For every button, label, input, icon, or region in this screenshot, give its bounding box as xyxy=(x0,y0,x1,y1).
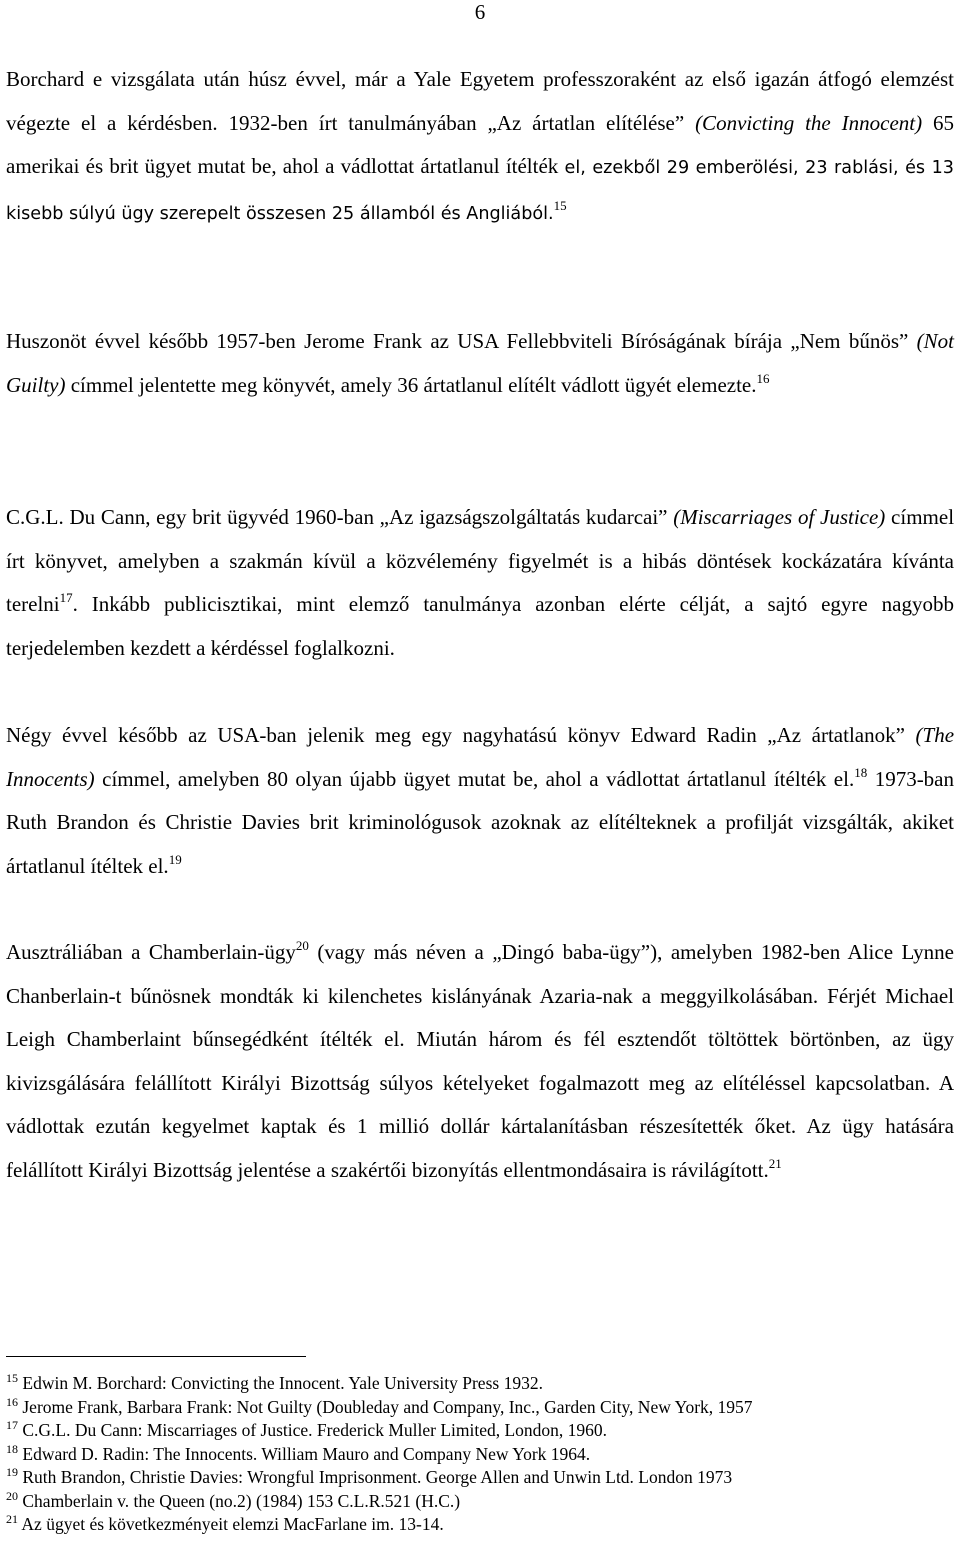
paragraph-text: címmel, amelyben 80 olyan újabb ügyet mutat be, ahol a vádlottat ártatlanul ítélték el. xyxy=(102,766,855,791)
footnotes-list xyxy=(6,1372,954,1537)
footnote-ref-21: 21 xyxy=(768,1155,782,1171)
footnote-item xyxy=(6,1443,954,1467)
paragraph-text: Négy évvel később az USA-ban jelenik meg egy nagyhatású könyv Edward Radin „Az ártatlanok” xyxy=(6,723,905,747)
book-title-not-guilty: (Not Guilty) xyxy=(6,329,954,397)
footnote-text: Edward D. Radin: The Innocents. William Mauro and Company New York 1964. xyxy=(22,1443,591,1464)
paragraph-borchard xyxy=(6,58,954,236)
paragraph-text: (vagy más néven a „Dingó baba-ügy”), amelyben 1982-ben Alice Lynne Chanberlain-t bűnösnek mondták ki kilenchetes kislányának Azaria-nak a meggyilkolásában. Férjét Michael Leigh Chamberlaint bűnsegédként ítélték el. Miután három és fél esztendőt töltöttek börtönben, az ügy kivizsgálására felállított Királyi Bizottság súlyos kételyeket fogalmazott meg az elítéléssel kapcsolatban. A vádlottak ezután kegyelmet kaptak és 1 millió dollár kártalanításban részesítették őket. Az ügy hatására felállított Királyi Bizottság jelentése a szakértői bizonyítás ellentmondásaira is rávilágított. xyxy=(6,940,954,1182)
book-title-convicting-the-innocent: (Convicting the Innocent) xyxy=(695,110,923,135)
footnote-number: 21 xyxy=(6,1512,18,1526)
footnote-number: 15 xyxy=(6,1371,18,1385)
footnote-ref-17: 17 xyxy=(59,590,73,605)
footnote-item xyxy=(6,1466,954,1490)
footnote-number: 20 xyxy=(6,1488,18,1503)
footnote-number: 17 xyxy=(6,1418,18,1432)
footnote-text: Edwin M. Borchard: Convicting the Innocent. Yale University Press 1932. xyxy=(22,1373,543,1393)
footnote-text: Az ügyet és következményeit elemzi MacFarlane im. 13-14. xyxy=(21,1514,444,1534)
footnote-ref-15: 15 xyxy=(553,197,567,213)
footnote-text: Chamberlain v. the Queen (no.2) (1984) 153 C.L.R.521 (H.C.) xyxy=(22,1490,461,1511)
footnote-item xyxy=(6,1513,954,1537)
paragraph-text: Huszonöt évvel később 1957-ben Jerome Frank az USA Fellebbviteli Bíróságának bírája „Nem bűnös” xyxy=(6,329,909,353)
paragraph-text: C.G.L. Du Cann, egy brit ügyvéd 1960-ban „Az igazságszolgáltatás kudarcai” xyxy=(6,505,668,529)
footnote-text: Ruth Brandon, Christie Davies: Wrongful Imprisonment. George Allen and Unwin Ltd. London 1973 xyxy=(22,1467,733,1487)
paragraph-text: Borchard e vizsgálata után húsz évvel, már a Yale Egyetem professzoraként az első igazán átfogó elemzést végezte el a kérdésben. 1932-ben írt tanulmányában „Az ártatlan elítélése” xyxy=(6,67,954,135)
book-title-the-innocents: (The Innocents) xyxy=(6,723,955,791)
footnote-text: C.G.L. Du Cann: Miscarriages of Justice. Frederick Muller Limited, London, 1960. xyxy=(22,1420,608,1440)
page-number: 6 xyxy=(474,0,486,24)
footnote-ref-18: 18 xyxy=(854,764,868,780)
paragraph-chamberlain xyxy=(6,931,954,1192)
footnote-ref-16: 16 xyxy=(756,370,770,386)
paragraph-text: el, ezekből 29 emberölési, 23 rablási, és 13 kisebb súlyú ügy szerepelt összesen 25 államból és Angliából. xyxy=(6,158,955,224)
footnote-item xyxy=(6,1372,954,1396)
paragraph-text: 1973-ban Ruth Brandon és Christie Davies brit kriminológusok azoknak az elítélteknek a profilját vizsgálták, akiket ártatlanul ítéltek el. xyxy=(6,766,955,878)
paragraph-text: 65 amerikai és brit ügyet mutat be, ahol a vádlottat ártatlanul ítélték xyxy=(6,110,955,178)
paragraph-radin xyxy=(6,714,954,888)
footnote-text: Jerome Frank, Barbara Frank: Not Guilty (Doubleday and Company, Inc., Garden City, New York, 1957 xyxy=(22,1396,753,1417)
footnote-item xyxy=(6,1396,954,1420)
footnote-ref-20: 20 xyxy=(295,938,309,953)
footnote-item xyxy=(6,1419,954,1443)
paragraph-text: címmel jelentette meg könyvét, amely 36 ártatlanul elítélt vádlott ügyét elemezte. xyxy=(70,372,757,397)
footnote-number: 18 xyxy=(6,1441,18,1456)
footnote-ref-19: 19 xyxy=(168,851,182,867)
paragraph-jerome-frank xyxy=(6,320,954,407)
footnote-item xyxy=(6,1490,954,1514)
paragraph-text: . Inkább publicisztikai, mint elemző tanulmánya azonban elérte célját, a sajtó egyre nagyobb terjedelemben kezdett a kérdéssel foglalkozni. xyxy=(6,592,954,660)
paragraph-text: címmel írt könyvet, amelyben a szakmán kívül a közvélemény figyelmét is a hibás döntések kockázatára kívánta terelni xyxy=(6,505,955,616)
footnote-number: 19 xyxy=(6,1465,18,1479)
footnote-number: 16 xyxy=(6,1394,18,1409)
paragraph-du-cann xyxy=(6,496,954,670)
book-title-miscarriages-of-justice: (Miscarriages of Justice) xyxy=(673,505,886,529)
paragraph-text: Ausztráliában a Chamberlain-ügy xyxy=(6,940,296,964)
footnote-separator xyxy=(6,1356,306,1357)
